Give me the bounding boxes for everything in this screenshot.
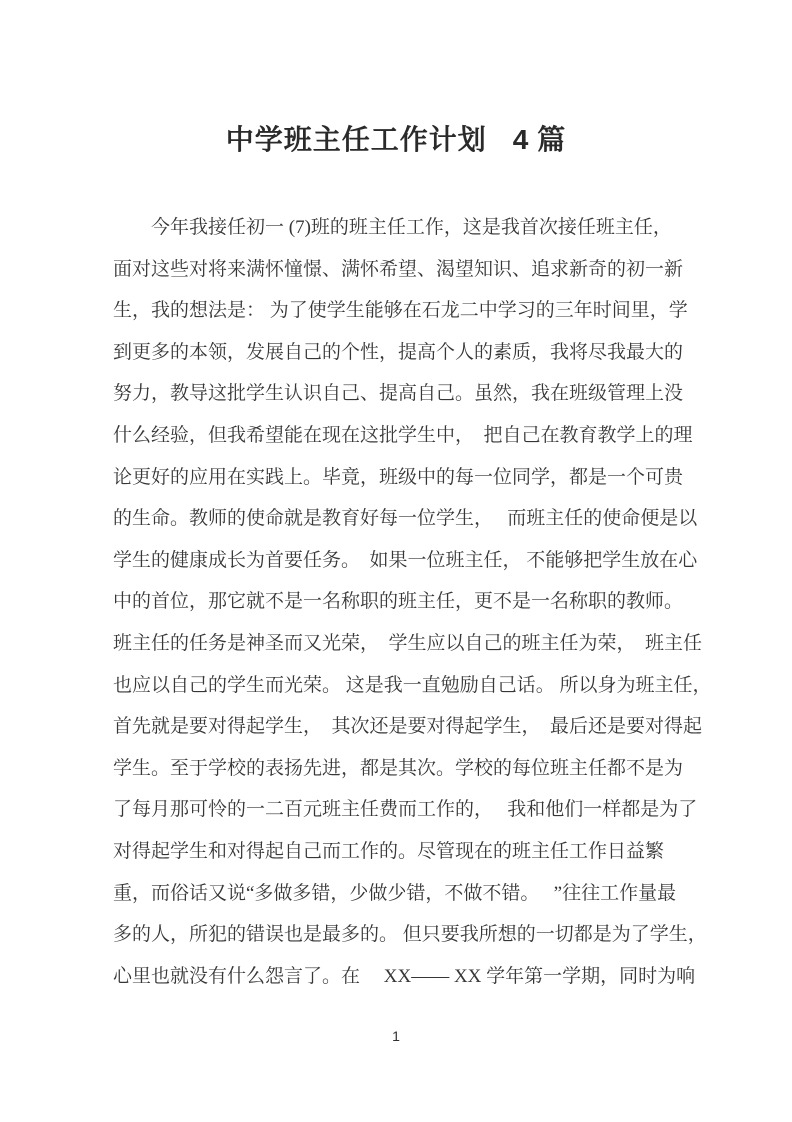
body-text-line: 多的人，所犯的错误也是最多的。 但只要我所想的一切都是为了学生， bbox=[113, 924, 707, 946]
body-text-line: 心里也就没有什么怨言了。在 XX—— XX 学年第一学期，同时为响 bbox=[113, 965, 696, 987]
body-text-line: 也应以自己的学生而光荣。 这是我一直勉励自己话。 所以身为班主任， bbox=[113, 674, 712, 696]
document-title-count: 4 bbox=[512, 124, 530, 155]
body-text-line: 中的首位，那它就不是一名称职的班主任，更不是一名称职的教师。 bbox=[113, 591, 684, 613]
body-text-line: 学生的健康成长为首要任务。 如果一位班主任， 不能够把学生放在心 bbox=[113, 549, 698, 571]
body-text-line: 努力，教导这批学生认识自己、提高自己。虽然，我在班级管理上没 bbox=[113, 383, 684, 405]
document-body bbox=[113, 207, 712, 997]
document-title-text: 中学班主任工作计划 bbox=[225, 125, 487, 156]
body-text-line: 了每月那可怜的一二百元班主任费而工作的， 我和他们一样都是为了 bbox=[113, 799, 698, 821]
body-text-line: 生，我的想法是： 为了使学生能够在石龙二中学习的三年时间里，学 bbox=[113, 300, 688, 322]
body-text-line: 面对这些对将来满怀憧憬、满怀希望、渴望知识、追求新奇的初一新 bbox=[113, 258, 684, 280]
body-text-line: 今年我接任初一 (7)班的班主任工作，这是我首次接任班主任， bbox=[113, 217, 672, 238]
body-text-line: 对得起学生和对得起自己而工作的。尽管现在的班主任工作日益繁 bbox=[113, 840, 665, 862]
document-title-unit: 篇 bbox=[537, 125, 567, 156]
body-text-line: 论更好的应用在实践上。毕竟，班级中的每一位同学，都是一个可贵 bbox=[113, 466, 684, 488]
body-text-line: 重，而俗话又说“多做多错，少做少错，不做不错。 ”往往工作量最 bbox=[113, 882, 677, 904]
body-text-line: 的生命。教师的使命就是教育好每一位学生， 而班主任的使命便是以 bbox=[113, 508, 698, 530]
document-title bbox=[0, 118, 792, 158]
body-text-line: 到更多的本领，发展自己的个性，提高个人的素质，我将尽我最大的 bbox=[113, 341, 684, 363]
page-number: 1 bbox=[392, 1028, 400, 1044]
body-text-line: 班主任的任务是神圣而又光荣， 学生应以自己的班主任为荣， 班主任 bbox=[113, 632, 703, 654]
body-text-line: 学生。至于学校的表扬先进，都是其次。学校的每位班主任都不是为 bbox=[113, 757, 684, 779]
body-text-line: 什么经验，但我希望能在现在这批学生中， 把自己在教育教学上的理 bbox=[113, 424, 693, 446]
body-text-line: 首先就是要对得起学生， 其次还是要对得起学生， 最后还是要对得起 bbox=[113, 716, 703, 738]
